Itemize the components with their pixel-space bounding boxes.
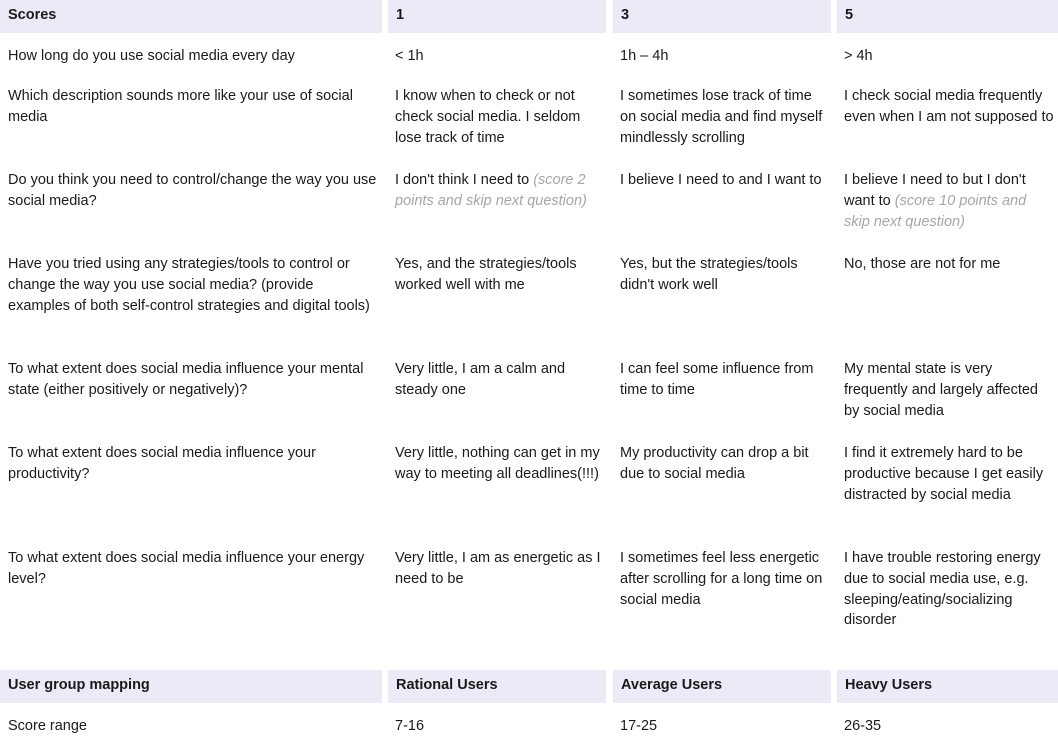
scoring-note: (score 2 points and skip next question)	[395, 172, 587, 209]
score-range-label: Score range	[8, 718, 87, 734]
answer-score-1: Very little, I am a calm and steady one	[395, 361, 566, 398]
answer-score-1: Very little, I am as energetic as I need to be	[395, 550, 601, 587]
answer-score-3: Yes, but the strategies/tools didn't work well	[620, 256, 798, 293]
answer-score-5	[836, 170, 1058, 232]
answer-score-1: I know when to check or not check social media. I seldom lose track of time	[395, 88, 581, 146]
question-text: To what extent does social media influence your mental state (either positively or negatively)?	[8, 361, 364, 398]
answer-score-5: My mental state is very frequently and largely affected by social media	[844, 361, 1039, 419]
question-text: Do you think you need to control/change the way you use social media?	[8, 172, 377, 209]
answer-score-5: I check social media frequently even when I am not supposed to	[844, 88, 1054, 125]
answer-text: I don't think I need to	[395, 172, 530, 188]
question-text: To what extent does social media influence your productivity?	[8, 445, 316, 482]
scoring-note: (score 10 points and skip next question)	[844, 192, 1027, 230]
answer-score-3: I believe I need to and I want to	[620, 172, 822, 188]
answer-score-3: My productivity can drop a bit due to social media	[620, 445, 809, 482]
average-users-header: Average Users	[613, 670, 831, 703]
user-group-mapping-label: User group mapping	[0, 670, 382, 703]
average-users-range: 17-25	[620, 718, 658, 734]
answer-score-1: Yes, and the strategies/tools worked well with me	[395, 256, 577, 293]
answer-score-5: I have trouble restoring energy due to social media use, e.g. sleeping/eating/socializing disorder	[844, 550, 1041, 629]
score-3-header: 3	[613, 0, 831, 33]
rational-users-range: 7-16	[395, 718, 425, 734]
question-text: To what extent does social media influence your energy level?	[8, 550, 365, 587]
answer-score-1: < 1h	[395, 48, 424, 64]
answer-score-3: I can feel some influence from time to time	[620, 361, 814, 398]
answer-score-1: Very little, nothing can get in my way to meeting all deadlines(!!!)	[395, 445, 600, 482]
answer-score-5: I find it extremely hard to be productive because I get easily distracted by social media	[844, 445, 1044, 503]
answer-score-3: I sometimes lose track of time on social media and find myself mindlessly scrolling	[620, 88, 823, 146]
answer-text: I believe I need to but I don't want to	[844, 172, 1026, 209]
answer-score-3: 1h – 4h	[620, 48, 669, 64]
question-text: How long do you use social media every day	[8, 48, 295, 64]
rational-users-header: Rational Users	[388, 670, 606, 703]
answer-score-5: > 4h	[844, 48, 873, 64]
heavy-users-header: Heavy Users	[837, 670, 1058, 703]
heavy-users-range: 26-35	[844, 718, 882, 734]
score-1-header: 1	[388, 0, 606, 33]
answer-score-1	[387, 170, 607, 212]
score-5-header: 5	[837, 0, 1058, 33]
answer-score-5: No, those are not for me	[844, 256, 1001, 272]
question-text: Which description sounds more like your use of social media	[8, 88, 353, 125]
scores-header-label: Scores	[0, 0, 382, 33]
question-text: Have you tried using any strategies/tools to control or change the way you use social media? (provide examples of both self-control strategies and digital tools)	[8, 256, 370, 314]
answer-score-3: I sometimes feel less energetic after scrolling for a long time on social media	[620, 550, 823, 608]
